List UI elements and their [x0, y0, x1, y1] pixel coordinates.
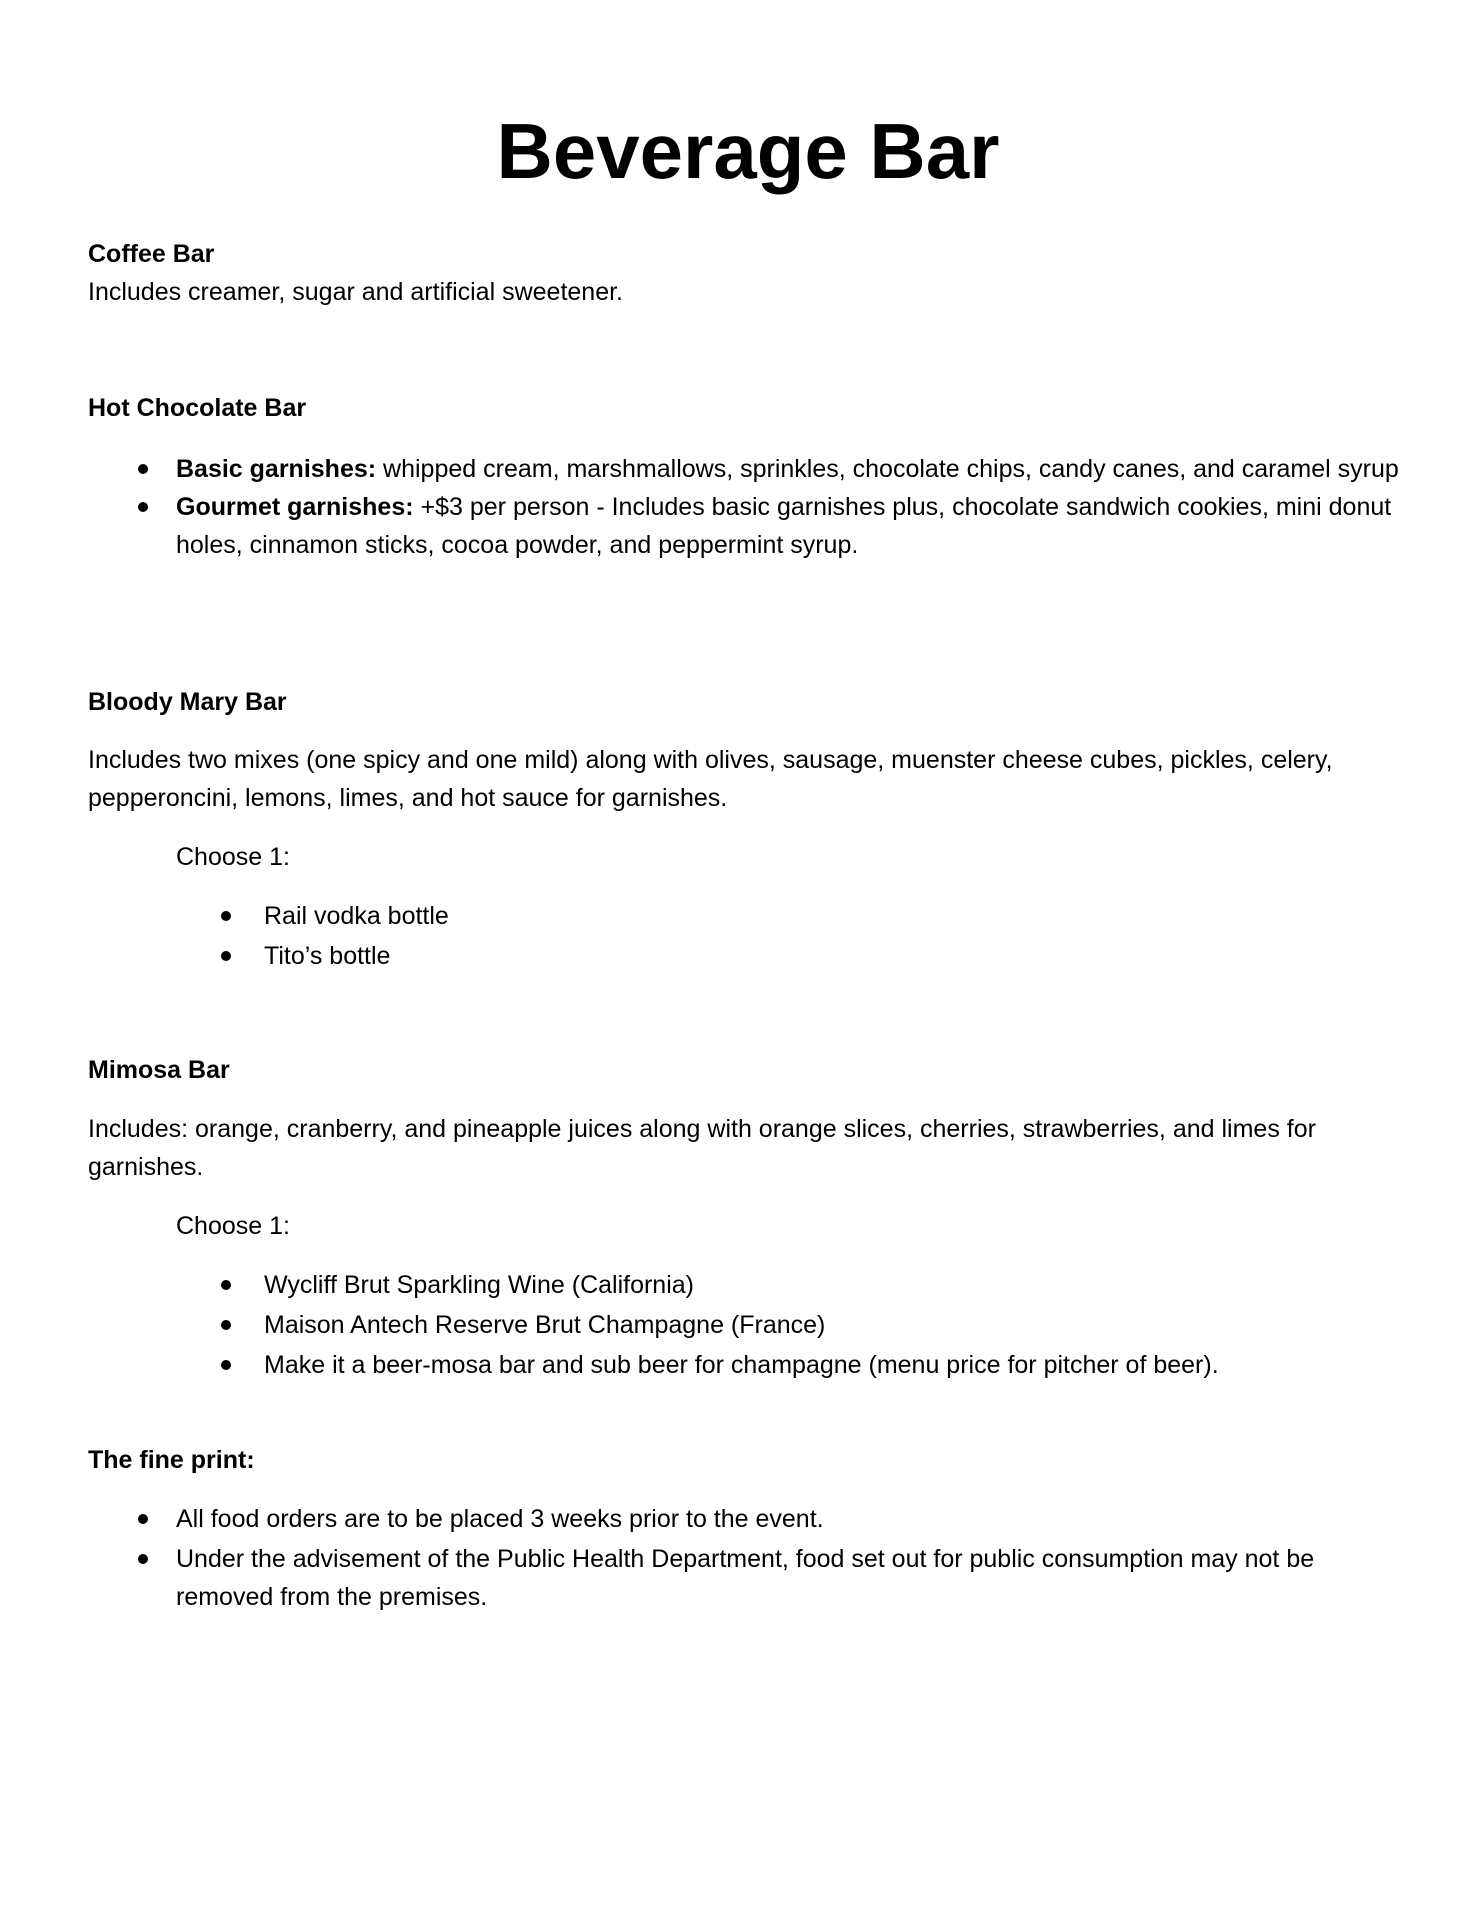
bullet-icon: [221, 1280, 231, 1290]
list-item: [88, 897, 1408, 935]
bullet-icon: [221, 1320, 231, 1330]
bloody-mary-choose-label: Choose 1:: [176, 843, 290, 871]
item-text: +$3 per person - Includes basic garnishes plus, chocolate sandwich cookies, mini donut holes, cinnamon sticks, cocoa powder, and peppermint syrup.: [176, 493, 1392, 559]
coffee-description: Includes creamer, sugar and artificial sweetener.: [88, 278, 623, 306]
page-title: Beverage Bar: [496, 107, 1000, 195]
mimosa-options: [88, 1266, 1408, 1384]
list-item: [88, 450, 1408, 488]
mimosa-heading: Mimosa Bar: [88, 1056, 230, 1084]
bullet-icon: [221, 911, 231, 921]
item-text: All food orders are to be placed 3 weeks prior to the event.: [176, 1505, 824, 1533]
bullet-icon: [221, 1360, 231, 1370]
option-text: Tito’s bottle: [264, 942, 391, 970]
list-item: [88, 488, 1408, 564]
hot-chocolate-heading: Hot Chocolate Bar: [88, 394, 307, 422]
list-item: [88, 1346, 1408, 1384]
list-item: [88, 1540, 1408, 1616]
option-text: Maison Antech Reserve Brut Champagne (France): [264, 1311, 826, 1339]
fine-print-list: [88, 1500, 1408, 1616]
option-text: Make it a beer-mosa bar and sub beer for champagne (menu price for pitcher of beer).: [264, 1351, 1219, 1379]
bloody-mary-heading: Bloody Mary Bar: [88, 688, 287, 716]
item-text: Under the advisement of the Public Health Department, food set out for public consumption may not be removed from the premises.: [176, 1545, 1315, 1611]
bullet-icon: [138, 502, 148, 512]
list-item: [88, 1266, 1408, 1304]
bullet-icon: [221, 951, 231, 961]
fine-print-heading: The fine print:: [88, 1446, 255, 1474]
hot-chocolate-list: [88, 450, 1408, 564]
bloody-mary-description: Includes two mixes (one spicy and one mild) along with olives, sausage, muenster cheese cubes, pickles, celery, pepperoncini, lemons, limes, and hot sauce for garnishes.: [88, 746, 1333, 812]
bullet-icon: [138, 464, 148, 474]
mimosa-description: Includes: orange, cranberry, and pineapple juices along with orange slices, cherries, strawberries, and limes for garnishes.: [88, 1115, 1316, 1181]
bullet-icon: [138, 1554, 148, 1564]
list-item: [88, 1500, 1408, 1538]
item-label: Basic garnishes:: [176, 455, 377, 483]
option-text: Rail vodka bottle: [264, 902, 449, 930]
item-text: whipped cream, marshmallows, sprinkles, chocolate chips, candy canes, and caramel syrup: [376, 455, 1399, 483]
mimosa-choose-label: Choose 1:: [176, 1212, 290, 1240]
bullet-icon: [138, 1514, 148, 1524]
option-text: Wycliff Brut Sparkling Wine (California): [264, 1271, 694, 1299]
list-item: [88, 937, 1408, 975]
list-item: [88, 1306, 1408, 1344]
bloody-mary-options: [88, 897, 1408, 975]
item-label: Gourmet garnishes:: [176, 493, 414, 521]
coffee-heading: Coffee Bar: [88, 240, 215, 268]
